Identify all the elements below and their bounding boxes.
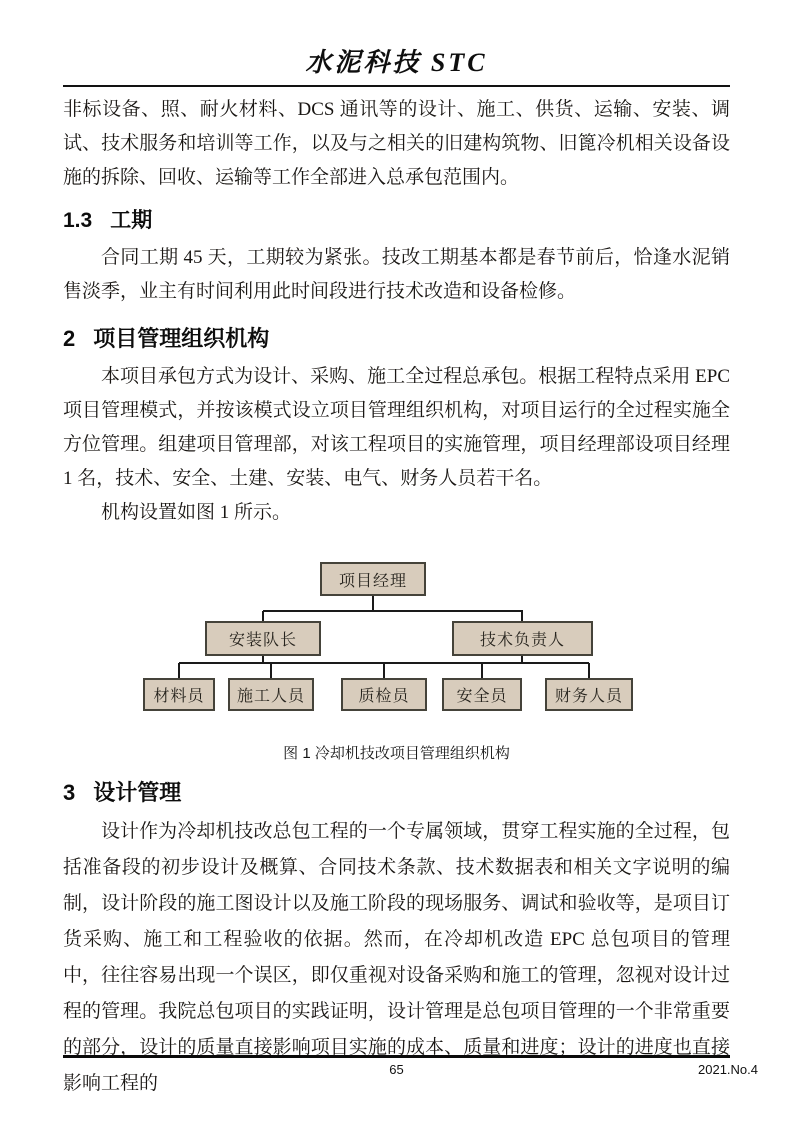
design-paragraph: 设计作为冷却机技改总包工程的一个专属领域，贯穿工程实施的全过程，包括准备段的初步设计及概算、合同技术条款、技术数据表和相关文字说明的编制，设计阶段的施工图设计以及施工阶段的现场服务、调试和验收等，是项目订货采购、施工和工程验收的依据。然而，在冷却机改造 EPC 总包项目的管理中，往往容易出现一个误区，即仅重视对设备采购和施工的管理，忽视对设计过程的管理。我院总包项目的实践证明，设计管理是总包项目管理的一个非常重要的部分，设计的质量直接影响项目实施的成本、质量和进度；设计的进度也直接影响工程的 [63,821,730,1094]
page-header [63,0,730,87]
section-number: 1.3 [63,209,93,232]
figure-caption: 图 1 冷却机技改项目管理组织机构 [283,745,510,762]
org-box-technical-director: 技术负责人 [452,621,593,656]
article-content [63,88,730,1102]
page-footer [63,1055,758,1077]
duration-paragraph: 合同工期 45 天，工期较为紧张。技改工期基本都是春节前后，恰逢水泥销售淡季，业主有时间利用此时间段进行技术改造和设备检修。 [63,247,730,302]
section-number: 3 [63,780,76,805]
org-box-installation-leader: 安装队长 [205,621,321,656]
figure-intro-line: 机构设置如图 1 所示。 [101,502,292,523]
section-heading-organization [63,322,730,353]
org-box-safety: 安全员 [442,678,522,711]
section-number: 2 [63,326,76,351]
intro-paragraph: 非标设备、照、耐火材料、DCS 通讯等的设计、施工、供货、运输、安装、调试、技术服务和培训等工作，以及与之相关的旧建构筑物、旧篦冷机相关设备设施的拆除、回收、运输等工作全部进入总承包范围内。 [63,99,730,188]
page-number: 65 [389,1062,404,1077]
org-chart-figure [140,560,640,718]
section-title: 项目管理组织机构 [93,326,270,351]
org-box-project-manager: 项目经理 [320,562,426,596]
section-heading-duration [63,204,730,234]
section-title: 设计管理 [93,780,182,805]
issue-label: 2021.No.4 [698,1062,758,1077]
section-title: 工期 [110,209,153,232]
org-box-materials: 材料员 [143,678,215,711]
org-box-quality: 质检员 [341,678,427,711]
section-heading-design [63,776,730,807]
org-box-finance: 财务人员 [545,678,633,711]
journal-title: 水泥科技 STC [305,48,488,77]
organization-paragraph: 本项目承包方式为设计、采购、施工全过程总承包。根据工程特点采用 EPC 项目管理模式，并按该模式设立项目管理组织机构，对项目运行的全过程实施全方位管理。组建项目管理部，对该工程项目的实施管理，项目经理部设项目经理 1 名，技术、安全、土建、安装、电气、财务人员若干名。 [63,366,730,489]
org-box-construction: 施工人员 [228,678,314,711]
